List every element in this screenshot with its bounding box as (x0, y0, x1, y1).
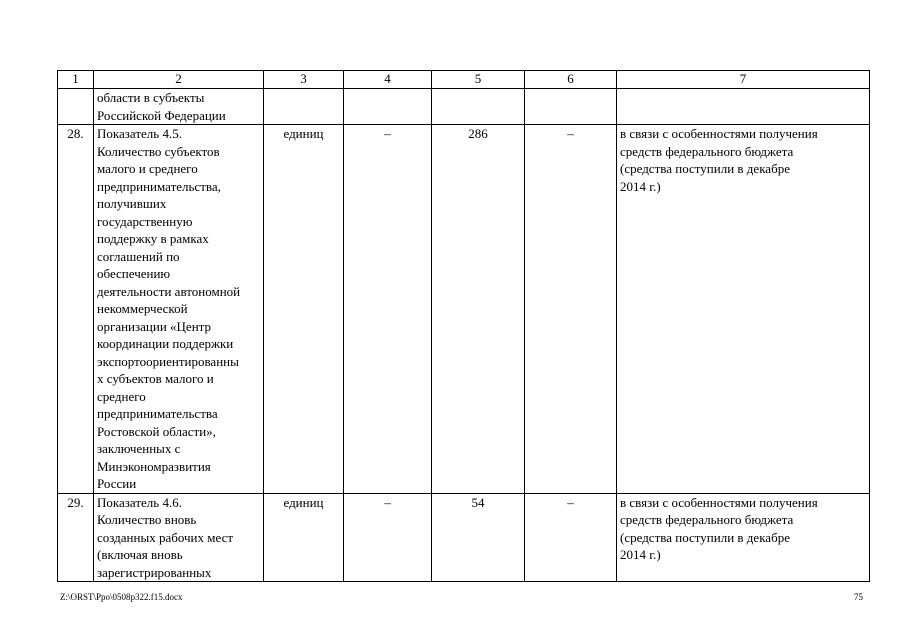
header-cell-5: 5 (432, 71, 525, 89)
col-6-value: – (525, 493, 617, 582)
row-number: 28. (58, 125, 94, 494)
indicator-name: Показатель 4.5. Количество субъектов малого и среднего предпринимательства, получивших государственную поддержку в рамках соглашений по обеспечению деятельности автономной некоммерческой организации «Центр координации поддержки экспортоориентированны х субъектов малого и среднего предпринимательства Ростовской области», заключенных с Минэкономразвития России (94, 125, 264, 494)
row-number (58, 89, 94, 125)
table-header-row (58, 71, 870, 89)
row-number: 29. (58, 493, 94, 582)
col-4-value: – (344, 125, 432, 494)
unit: единиц (264, 125, 344, 494)
col-5-value: 54 (432, 493, 525, 582)
table-row (58, 125, 870, 494)
note: в связи с особенностями получения средств федерального бюджета (средства поступили в декабре 2014 г.) (617, 493, 870, 582)
col-6-value (525, 89, 617, 125)
unit (264, 89, 344, 125)
indicator-name: области в субъекты Российской Федерации (94, 89, 264, 125)
table-row (58, 89, 870, 125)
header-cell-4: 4 (344, 71, 432, 89)
header-cell-3: 3 (264, 71, 344, 89)
header-cell-7: 7 (617, 71, 870, 89)
header-cell-6: 6 (525, 71, 617, 89)
report-table (57, 70, 870, 582)
col-6-value: – (525, 125, 617, 494)
col-4-value (344, 89, 432, 125)
header-cell-1: 1 (58, 71, 94, 89)
col-5-value (432, 89, 525, 125)
header-cell-2: 2 (94, 71, 264, 89)
footer-page-number: 75 (854, 592, 863, 602)
footer-file-path: Z:\ORST\Ppo\0508p322.f15.docx (60, 592, 183, 602)
col-4-value: – (344, 493, 432, 582)
unit: единиц (264, 493, 344, 582)
indicator-name: Показатель 4.6. Количество вновь созданных рабочих мест (включая вновь зарегистрированных (94, 493, 264, 582)
note (617, 89, 870, 125)
table-row (58, 493, 870, 582)
col-5-value: 286 (432, 125, 525, 494)
note: в связи с особенностями получения средств федерального бюджета (средства поступили в декабре 2014 г.) (617, 125, 870, 494)
